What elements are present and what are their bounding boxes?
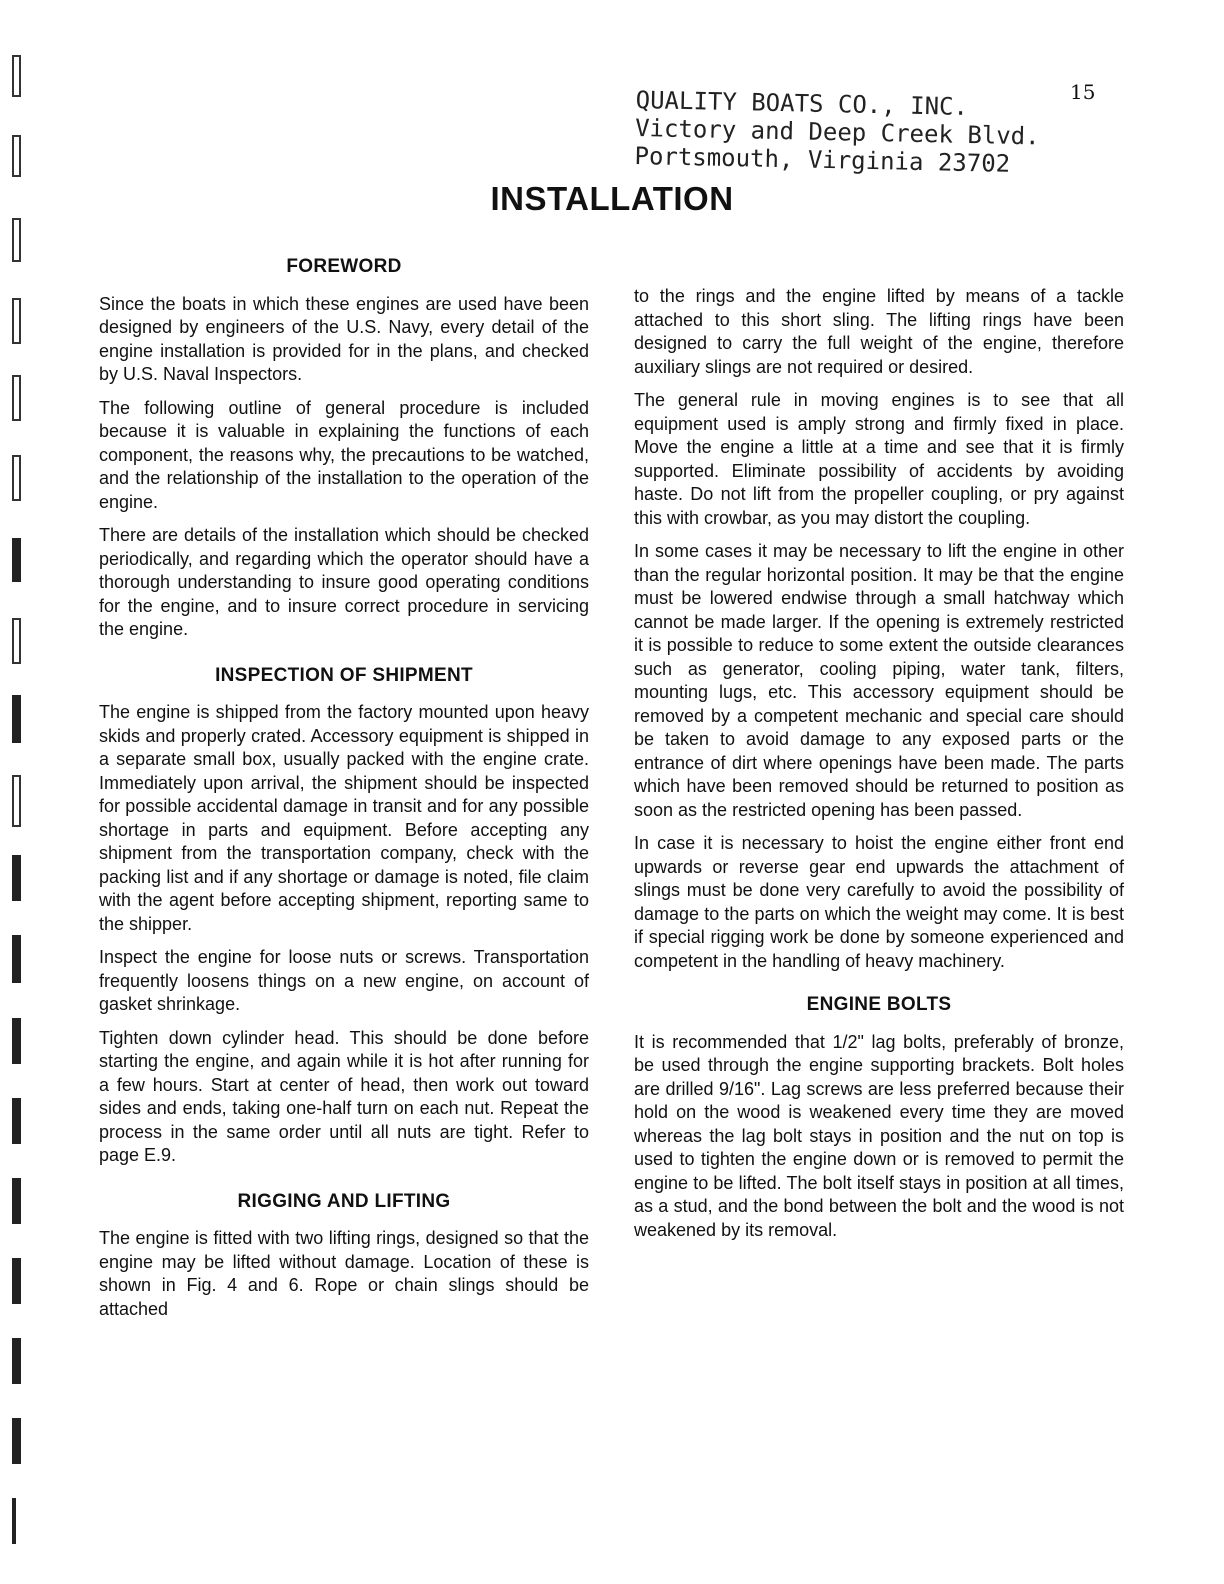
- binding-mark: [12, 775, 21, 827]
- stamp-street: Victory and Deep Creek Blvd.: [634, 113, 1040, 151]
- binding-mark: [12, 1018, 21, 1064]
- paragraph: It is recommended that 1/2" lag bolts, preferably of bronze, be used through the engine supporting brackets. Bolt holes are drilled 9/16". Lag screws are less preferred because their hold on the wood is weakened every time they are moved whereas the lag bolt stays in position and the nut on top is used to tighten the engine down or is removed to permit the engine to be lifted. The bolt itself stays in position at all times, as a stud, and the bond between the bolt and the wood is not weakened by its removal.: [634, 1031, 1124, 1240]
- paragraph: The general rule in moving engines is to see that all equipment used is amply strong and firmly fixed in place. Move the engine a little at a time and see that it is firmly supported. Eliminate possibility of accidents by avoiding haste. Do not lift from the propeller coupling, or pry against this with crowbar, as you may distort the coupling.: [634, 390, 1124, 528]
- stamp-company-name: QUALITY BOATS CO., INC.: [635, 86, 969, 121]
- binding-mark: [12, 855, 21, 901]
- binding-mark: [12, 455, 21, 501]
- binding-mark: [12, 695, 21, 743]
- binding-mark: [12, 1418, 21, 1464]
- binding-mark: [12, 1498, 16, 1544]
- binding-mark: [12, 618, 21, 664]
- section-heading-rigging: RIGGING AND LIFTING: [237, 1190, 451, 1212]
- right-column: [634, 285, 1124, 1252]
- stamp-city: Portsmouth, Virginia 23702: [634, 141, 1011, 178]
- binding-mark: [12, 218, 21, 262]
- paragraph: The engine is fitted with two lifting rings, designed so that the engine may be lifted without damage. Location of these is shown in Fig. 4 and 6. Rope or chain slings should be attached: [99, 1228, 589, 1319]
- paragraph: There are details of the installation which should be checked periodically, and regarding which the operator should have a thorough understanding to insure good operating conditions for the engine, and to insure correct procedure in servicing the engine.: [99, 525, 589, 639]
- binding-margin-marks: [0, 0, 40, 1584]
- binding-mark: [12, 55, 21, 97]
- page-title: INSTALLATION: [490, 180, 734, 217]
- paragraph: Inspect the engine for loose nuts or screws. Transportation frequently loosens things on a new engine, on account of gasket shrinkage.: [99, 947, 589, 1014]
- paragraph: The following outline of general procedure is included because it is valuable in explaining the functions of each component, the reasons why, the precautions to be watched, and the relationship of the installation to the operation of the engine.: [99, 397, 589, 512]
- paragraph: The engine is shipped from the factory mounted upon heavy skids and properly crated. Accessory equipment is shipped in a separate small box, usually packed with the engine crate. Immediately upon arrival, the shipment should be inspected for possible accidental damage in transit and for any possible shortage in parts and equipment. Before accepting any shipment from the transportation company, check with the packing list and if any shortage or damage is noted, file claim with the agent before accepting shipment, reporting same to the shipper.: [99, 702, 589, 934]
- binding-mark: [12, 538, 21, 582]
- binding-mark: [12, 1178, 21, 1224]
- binding-mark: [12, 375, 21, 421]
- company-stamp: [634, 86, 1040, 178]
- binding-mark: [12, 935, 21, 983]
- page-number: 15: [1070, 80, 1096, 104]
- paragraph: to the rings and the engine lifted by means of a tackle attached to this short sling. The lifting rings have been designed to carry the full weight of the engine, therefore auxiliary slings are not required or desired.: [634, 286, 1124, 377]
- binding-mark: [12, 1258, 21, 1304]
- paragraph: Since the boats in which these engines are used have been designed by engineers of the U.S. Navy, every detail of the engine installation is provided for in the plans, and checked by U.S. Naval Inspectors.: [99, 293, 589, 384]
- binding-mark: [12, 1098, 21, 1144]
- binding-mark: [12, 298, 21, 344]
- section-heading-inspection: INSPECTION OF SHIPMENT: [215, 664, 473, 686]
- paragraph: In some cases it may be necessary to lift the engine in other than the regular horizontal position. It may be that the engine must be lowered endwise through a small hatchway which cannot be made larger. If the opening is extremely restricted it is possible to reduce to some extent the outside clearances such as generator, cooling piping, water tank, filters, mounting lugs, etc. This accessory equipment should be removed by a competent mechanic and special care should be taken to avoid damage to any exposed parts or the entrance of dirt where openings have been made. The parts which have been removed should be returned to position as soon as the restricted opening has been passed.: [634, 541, 1124, 820]
- left-column: [99, 255, 589, 1331]
- paragraph: Tighten down cylinder head. This should be done before starting the engine, and again while it is hot after running for a few hours. Start at center of head, then work out toward sides and ends, taking one-half turn on each nut. Repeat the process in the same order until all nuts are tight. Refer to page E.9.: [99, 1027, 589, 1165]
- binding-mark: [12, 1338, 21, 1384]
- section-heading-foreword: FOREWORD: [286, 256, 402, 277]
- binding-mark: [12, 135, 21, 177]
- paragraph: In case it is necessary to hoist the engine either front end upwards or reverse gear end upwards the attachment of slings must be done very carefully to avoid the possibility of damage to the parts on which the weight may come. It is best if special rigging work be done by someone experienced and competent in the handling of heavy machinery.: [634, 833, 1124, 971]
- section-heading-engine-bolts: ENGINE BOLTS: [806, 994, 952, 1015]
